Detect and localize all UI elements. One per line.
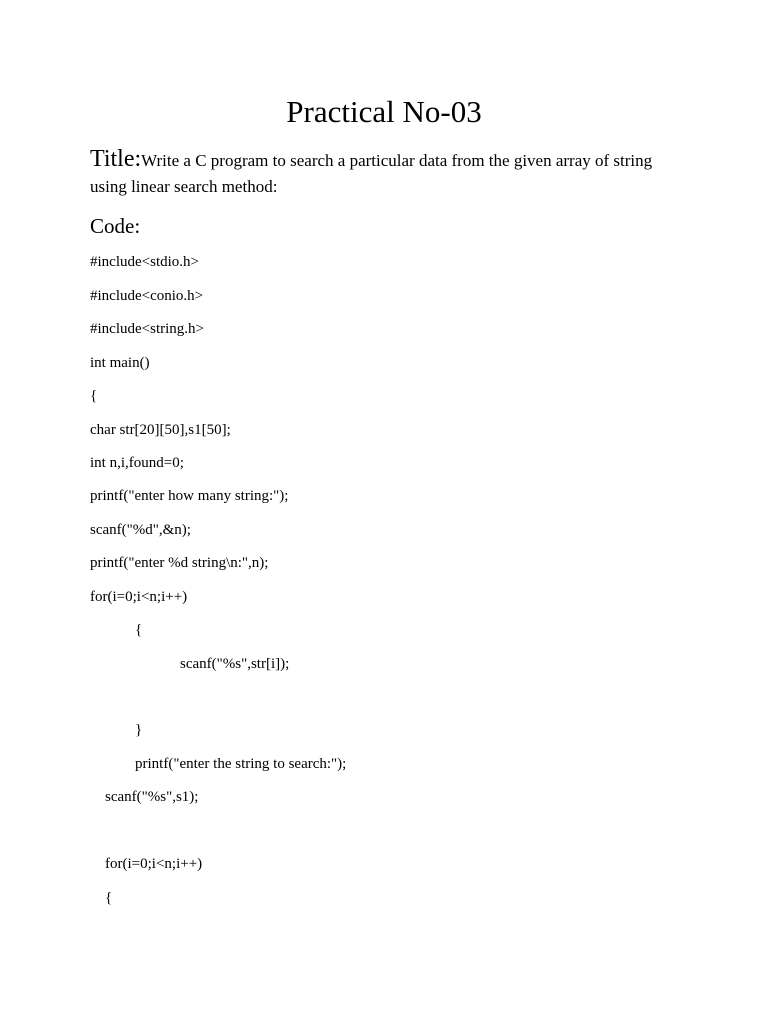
- code-line: {: [90, 388, 98, 404]
- code-line: for(i=0;i<n;i++): [90, 589, 188, 605]
- title-text: Write a C program to search a particular data from the given array of string using linear search method:: [90, 151, 653, 196]
- code-line: #include<conio.h>: [90, 288, 204, 304]
- page-heading: Practical No-03: [286, 94, 482, 129]
- code-line: {: [135, 622, 143, 638]
- title-label: Title:: [90, 146, 142, 172]
- code-line: scanf("%s",str[i]);: [180, 656, 290, 672]
- code-line: printf("enter the string to search:");: [135, 756, 347, 772]
- title-paragraph: [90, 146, 690, 200]
- code-label: Code:: [90, 214, 141, 238]
- code-line: char str[20][50],s1[50];: [90, 422, 231, 438]
- code-line: scanf("%s",s1);: [105, 789, 199, 805]
- code-line: int n,i,found=0;: [90, 455, 184, 471]
- code-line: scanf("%d",&n);: [90, 522, 191, 538]
- code-line: for(i=0;i<n;i++): [105, 856, 203, 872]
- code-line: }: [135, 722, 143, 738]
- code-line: {: [105, 890, 113, 906]
- code-line: #include<stdio.h>: [90, 254, 199, 270]
- code-line: printf("enter %d string\n:",n);: [90, 555, 269, 571]
- code-line: printf("enter how many string:");: [90, 488, 289, 504]
- code-line: int main(): [90, 355, 150, 371]
- code-line: #include<string.h>: [90, 321, 204, 337]
